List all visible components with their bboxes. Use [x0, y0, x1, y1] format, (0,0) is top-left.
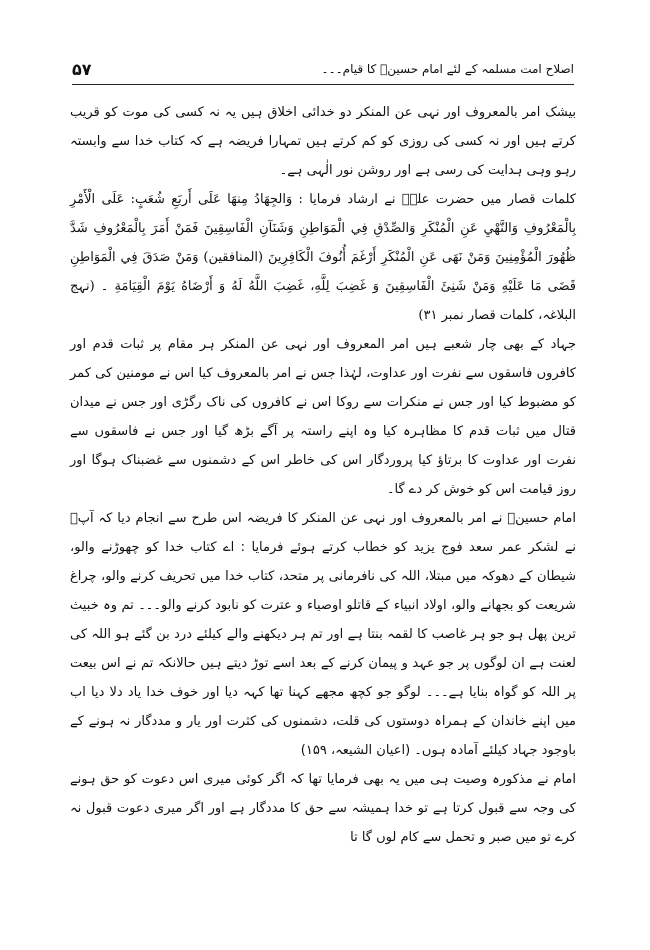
page-body: [70, 98, 576, 852]
page-header: [72, 60, 574, 85]
running-title: اصلاح امت مسلمہ کے لئے امام حسینؑ کا قیام۔۔۔: [321, 62, 574, 76]
paragraph-5: امام نے مذکورہ وصیت ہی میں یہ بھی فرمایا تھا کہ اگر کوئی میری اس دعوت کو حق ہونے کی وجہ سے قبول کرتا ہے تو خدا ہمیشہ سے حق کا مددگار ہے اور اگر میری دعوت قبول نہ کرے تو میں صبر و تحمل سے کام لوں گا تا: [70, 772, 576, 845]
paragraph-4: امام حسینؑ نے امر بالمعروف اور نہی عن المنکر کا فریضہ اس طرح سے انجام دیا کہ آپؑ نے لشکر عمر سعد فوج یزید کو خطاب کرتے ہوئے فرمایا : اے کتاب خدا کو چھوڑنے والو، شیطان کے دھوکہ میں مبتلا، اللہ کی نافرمانی پر متحد، کتاب خدا میں تحریف کرنے والو، چراغ شریعت کو بجھانے والو، اولاد انبیاء کے قاتلو اوصیاء و عترت کو نابود کرنے والو۔۔۔ تم وہ خبیث ترین پھل ہو جو ہر غاصب کا لقمہ بنتا ہے اور تم ہر دیکھنے والے کیلئے درد بن گئے ہو اللہ کی لعنت ہے ان لوگوں پر جو عہد و پیمان کرنے کے بعد اسے توڑ دیتے ہیں حالانکہ تم نے اس بیعت پر اللہ کو گواہ بنایا ہے۔۔۔ لوگو جو کچھ مجھے کہنا تھا کہہ دیا اور خوف خدا یاد دلا دیا اب میں اپنے خاندان کے ہمراہ دوستوں کی قلت، دشمنوں کی کثرت اور یار و مددگار نہ ہونے کے باوجود جہاد کیلئے آمادہ ہوں۔ (اعیان الشیعہ، ۱۵۹): [70, 511, 576, 758]
paragraph-3: جہاد کے بھی چار شعبے ہیں امر المعروف اور نہی عن المنکر ہر مقام پر ثبات قدم اور کافروں فاسقوں سے نفرت اور عداوت، لہٰذا جس نے امر بالمعروف کیا اس نے مومنین کی کمر کو مضبوط کیا اور جس نے منکرات سے روکا اس نے کافروں کی ناک رگڑی اور جس نے میدان قتال میں ثبات قدم کا مظاہرہ کیا وہ اپنے راستہ پر آگے بڑھ گیا اور جس نے فاسقوں سے نفرت اور عداوت کا برتاؤ کیا پروردگار اس کی خاطر اس کے دشمنوں سے غضبناک ہوگا اور روز قیامت اس کو خوش کر دے گا۔: [70, 337, 576, 497]
paragraph-2-hadith: کلمات قصار میں حضرت علیؑ نے ارشاد فرمایا : وَالجِهَادُ مِنهَا عَلَى أَربَعِ شُعَبٍ: عَلَى الْأَمْرِ بِالْمَعْرُوفِ وَالنَّهْيِ عَنِ الْمُنْكَرِ وَالصِّدْقِ فِي الْمَوَاطِنِ وَشَنَآنِ الْفَاسِقِينَ فَمَنْ أَمَرَ بِالْمَعْرُوفِ شَدَّ ظُهُورَ الْمُؤْمِنِينَ وَمَنْ نَهَى عَنِ الْمُنْكَرِ أَرْغَمَ أُنُوفَ الْكَافِرِينَ (المنافقين) وَمَنْ صَدَقَ فِي الْمَوَاطِنِ قَضَى مَا عَلَيْهِ وَمَنْ شَنِئَ الْفَاسِقِينَ وَ غَضِبَ لِلَّهِ، غَضِبَ اللَّهُ لَهُ وَ أَرْضَاهُ يَوْمَ الْقِيَامَةِ ۔ (نہج البلاغہ، کلمات قصار نمبر ۳۱): [70, 192, 576, 323]
page-number: ۵۷: [72, 60, 92, 79]
paragraph-1: بیشک امر بالمعروف اور نہی عن المنکر دو خدائی اخلاق ہیں یہ نہ کسی کی موت کو قریب کرتے ہیں اور نہ کسی کی روزی کو کم کرتے ہیں تمہارا فریضہ ہے کہ کتاب خدا سے وابستہ رہو وہی ہدایت کی رسی ہے اور روشن نور الٰہی ہے۔: [70, 105, 576, 178]
